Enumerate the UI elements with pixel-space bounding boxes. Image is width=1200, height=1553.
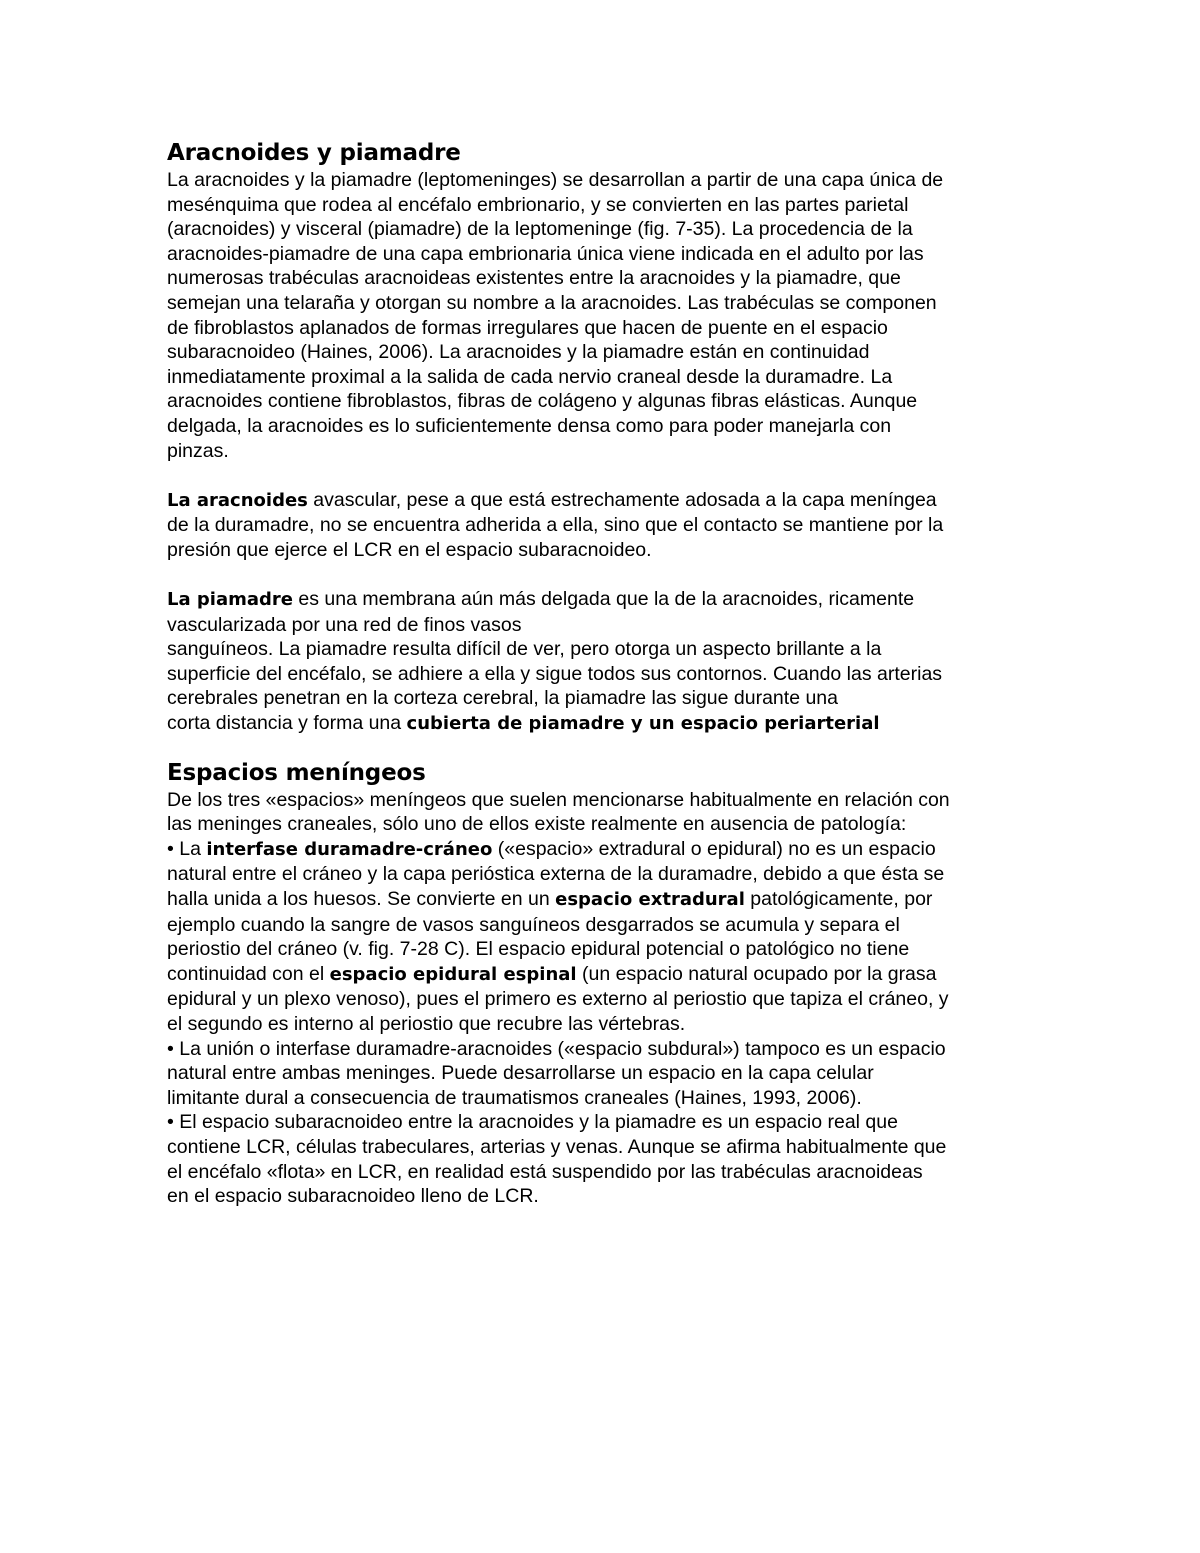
text-run: corta distancia y forma una — [167, 712, 407, 735]
text-line — [167, 837, 1047, 863]
paragraph-piamadre — [167, 587, 1047, 737]
text-line: aracnoides-piamadre de una capa embrionaria única viene indicada en el adulto por las — [167, 242, 924, 265]
bold-term-piamadre: La piamadre — [167, 589, 293, 611]
text-line — [167, 587, 1047, 613]
text-run: continuidad con el — [167, 962, 330, 985]
document-page — [167, 139, 1047, 1209]
bullet-interfase-duramadre-craneo — [167, 837, 1047, 1037]
text-line: natural entre ambas meninges. Puede desarrollarse un espacio en la capa celular — [167, 1062, 874, 1085]
text-line: presión que ejerce el LCR en el espacio subaracnoideo. — [167, 538, 652, 561]
text-line: delgada, la aracnoides es lo suficientemente densa como para poder manejarla con — [167, 414, 892, 437]
text-line: en el espacio subaracnoideo lleno de LCR. — [167, 1185, 539, 1208]
section-spacer — [167, 737, 1047, 759]
bullet-espacio-subaracnoideo — [167, 1110, 1047, 1208]
bold-term-cubierta: cubierta de piamadre y un espacio periarterial — [406, 713, 880, 735]
bold-term-espacio-extradural: espacio extradural — [555, 889, 745, 911]
text-line: natural entre el cráneo y la capa perióstica externa de la duramadre, debido a que ésta se — [167, 863, 945, 886]
bold-term-aracnoides: La aracnoides — [167, 489, 308, 511]
text-line: cerebrales penetran en la corteza cerebral, la piamadre las sigue durante una — [167, 687, 838, 710]
text-line: vascularizada por una red de finos vasos — [167, 613, 522, 636]
bold-term-espacio-epidural: espacio epidural espinal — [329, 963, 577, 985]
text-line: sanguíneos. La piamadre resulta difícil de ver, pero otorga un aspecto brillante a la — [167, 638, 882, 661]
text-line: limitante dural a consecuencia de traumatismos craneales (Haines, 1993, 2006). — [167, 1086, 862, 1109]
text-line: • La unión o interfase duramadre-aracnoides («espacio subdural») tampoco es un espacio — [167, 1037, 946, 1060]
text-run: patológicamente, por — [744, 888, 933, 911]
text-line — [167, 488, 1047, 514]
text-line: contiene LCR, células trabeculares, arterias y venas. Aunque se afirma habitualmente que — [167, 1135, 947, 1158]
text-line: aracnoides contiene fibroblastos, fibras de colágeno y algunas fibras elásticas. Aunque — [167, 390, 918, 413]
text-line: de fibroblastos aplanados de formas irregulares que hacen de puente en el espacio — [167, 316, 888, 339]
text-line: el segundo es interno al periostio que recubre las vértebras. — [167, 1013, 686, 1035]
text-line: subaracnoideo (Haines, 2006). La aracnoides y la piamadre están en continuidad — [167, 341, 870, 364]
text-line: numerosas trabéculas aracnoideas existentes entre la aracnoides y la piamadre, que — [167, 267, 901, 290]
section-title-espacios: Espacios meníngeos — [167, 759, 426, 786]
text-run: es una membrana aún más delgada que la de la aracnoides, ricamente — [292, 588, 915, 611]
text-line: semejan una telaraña y otorgan su nombre a la aracnoides. Las trabéculas se componen — [167, 291, 937, 314]
text-line: epidural y un plexo venoso), pues el primero es externo al periostio que tapiza el cráneo, y — [167, 988, 949, 1011]
text-run: • La — [167, 837, 207, 860]
text-line: superficie del encéfalo, se adhiere a ella y sigue todos sus contornos. Cuando las arterias — [167, 662, 943, 685]
text-line: (aracnoides) y visceral (piamadre) de la leptomeninge (fig. 7-35). La procedencia de la — [167, 218, 913, 241]
text-line: ejemplo cuando la sangre de vasos sanguíneos desgarrados se acumula y separa el — [167, 913, 900, 936]
paragraph-espacios-intro — [167, 788, 1047, 837]
bold-term-interfase: interfase duramadre-cráneo — [206, 838, 493, 860]
text-line: • El espacio subaracnoideo entre la aracnoides y la piamadre es un espacio real que — [167, 1111, 898, 1134]
text-line: De los tres «espacios» meníngeos que suelen mencionarse habitualmente en relación con — [167, 788, 950, 811]
text-line: pinzas. — [167, 439, 229, 462]
text-line: el encéfalo «flota» en LCR, en realidad está suspendido por las trabéculas aracnoideas — [167, 1160, 923, 1183]
paragraph-spacer — [167, 563, 1047, 588]
paragraph-spacer — [167, 463, 1047, 488]
text-line: periostio del cráneo (v. fig. 7-28 C). El espacio epidural potencial o patológico no tiene — [167, 938, 910, 961]
text-line: las meninges craneales, sólo uno de ellos existe realmente en ausencia de patología: — [167, 813, 907, 836]
text-line — [167, 887, 1047, 913]
text-run: halla unida a los huesos. Se convierte en un — [167, 888, 556, 911]
text-line: de la duramadre, no se encuentra adherida a ella, sino que el contacto se mantiene por la — [167, 514, 944, 537]
paragraph-aracnoides-avascular — [167, 488, 1047, 563]
text-line: mesénquima que rodea al encéfalo embrionario, y se convierten en las partes parietal — [167, 193, 909, 216]
text-run: avascular, pese a que está estrechamente adosada a la capa meníngea — [307, 488, 937, 511]
text-run: (un espacio natural ocupado por la grasa — [576, 962, 937, 985]
text-line: La aracnoides y la piamadre (leptomeninges) se desarrollan a partir de una capa única de — [167, 169, 944, 191]
text-line: inmediatamente proximal a la salida de cada nervio craneal desde la duramadre. La — [167, 365, 893, 388]
text-run: («espacio» extradural o epidural) no es un espacio — [492, 837, 936, 860]
text-line — [167, 962, 1047, 988]
paragraph-aracnoides-intro — [167, 168, 1047, 463]
text-line — [167, 711, 1047, 737]
section-title-aracnoides: Aracnoides y piamadre — [167, 140, 461, 166]
bullet-espacio-subdural — [167, 1037, 1047, 1111]
